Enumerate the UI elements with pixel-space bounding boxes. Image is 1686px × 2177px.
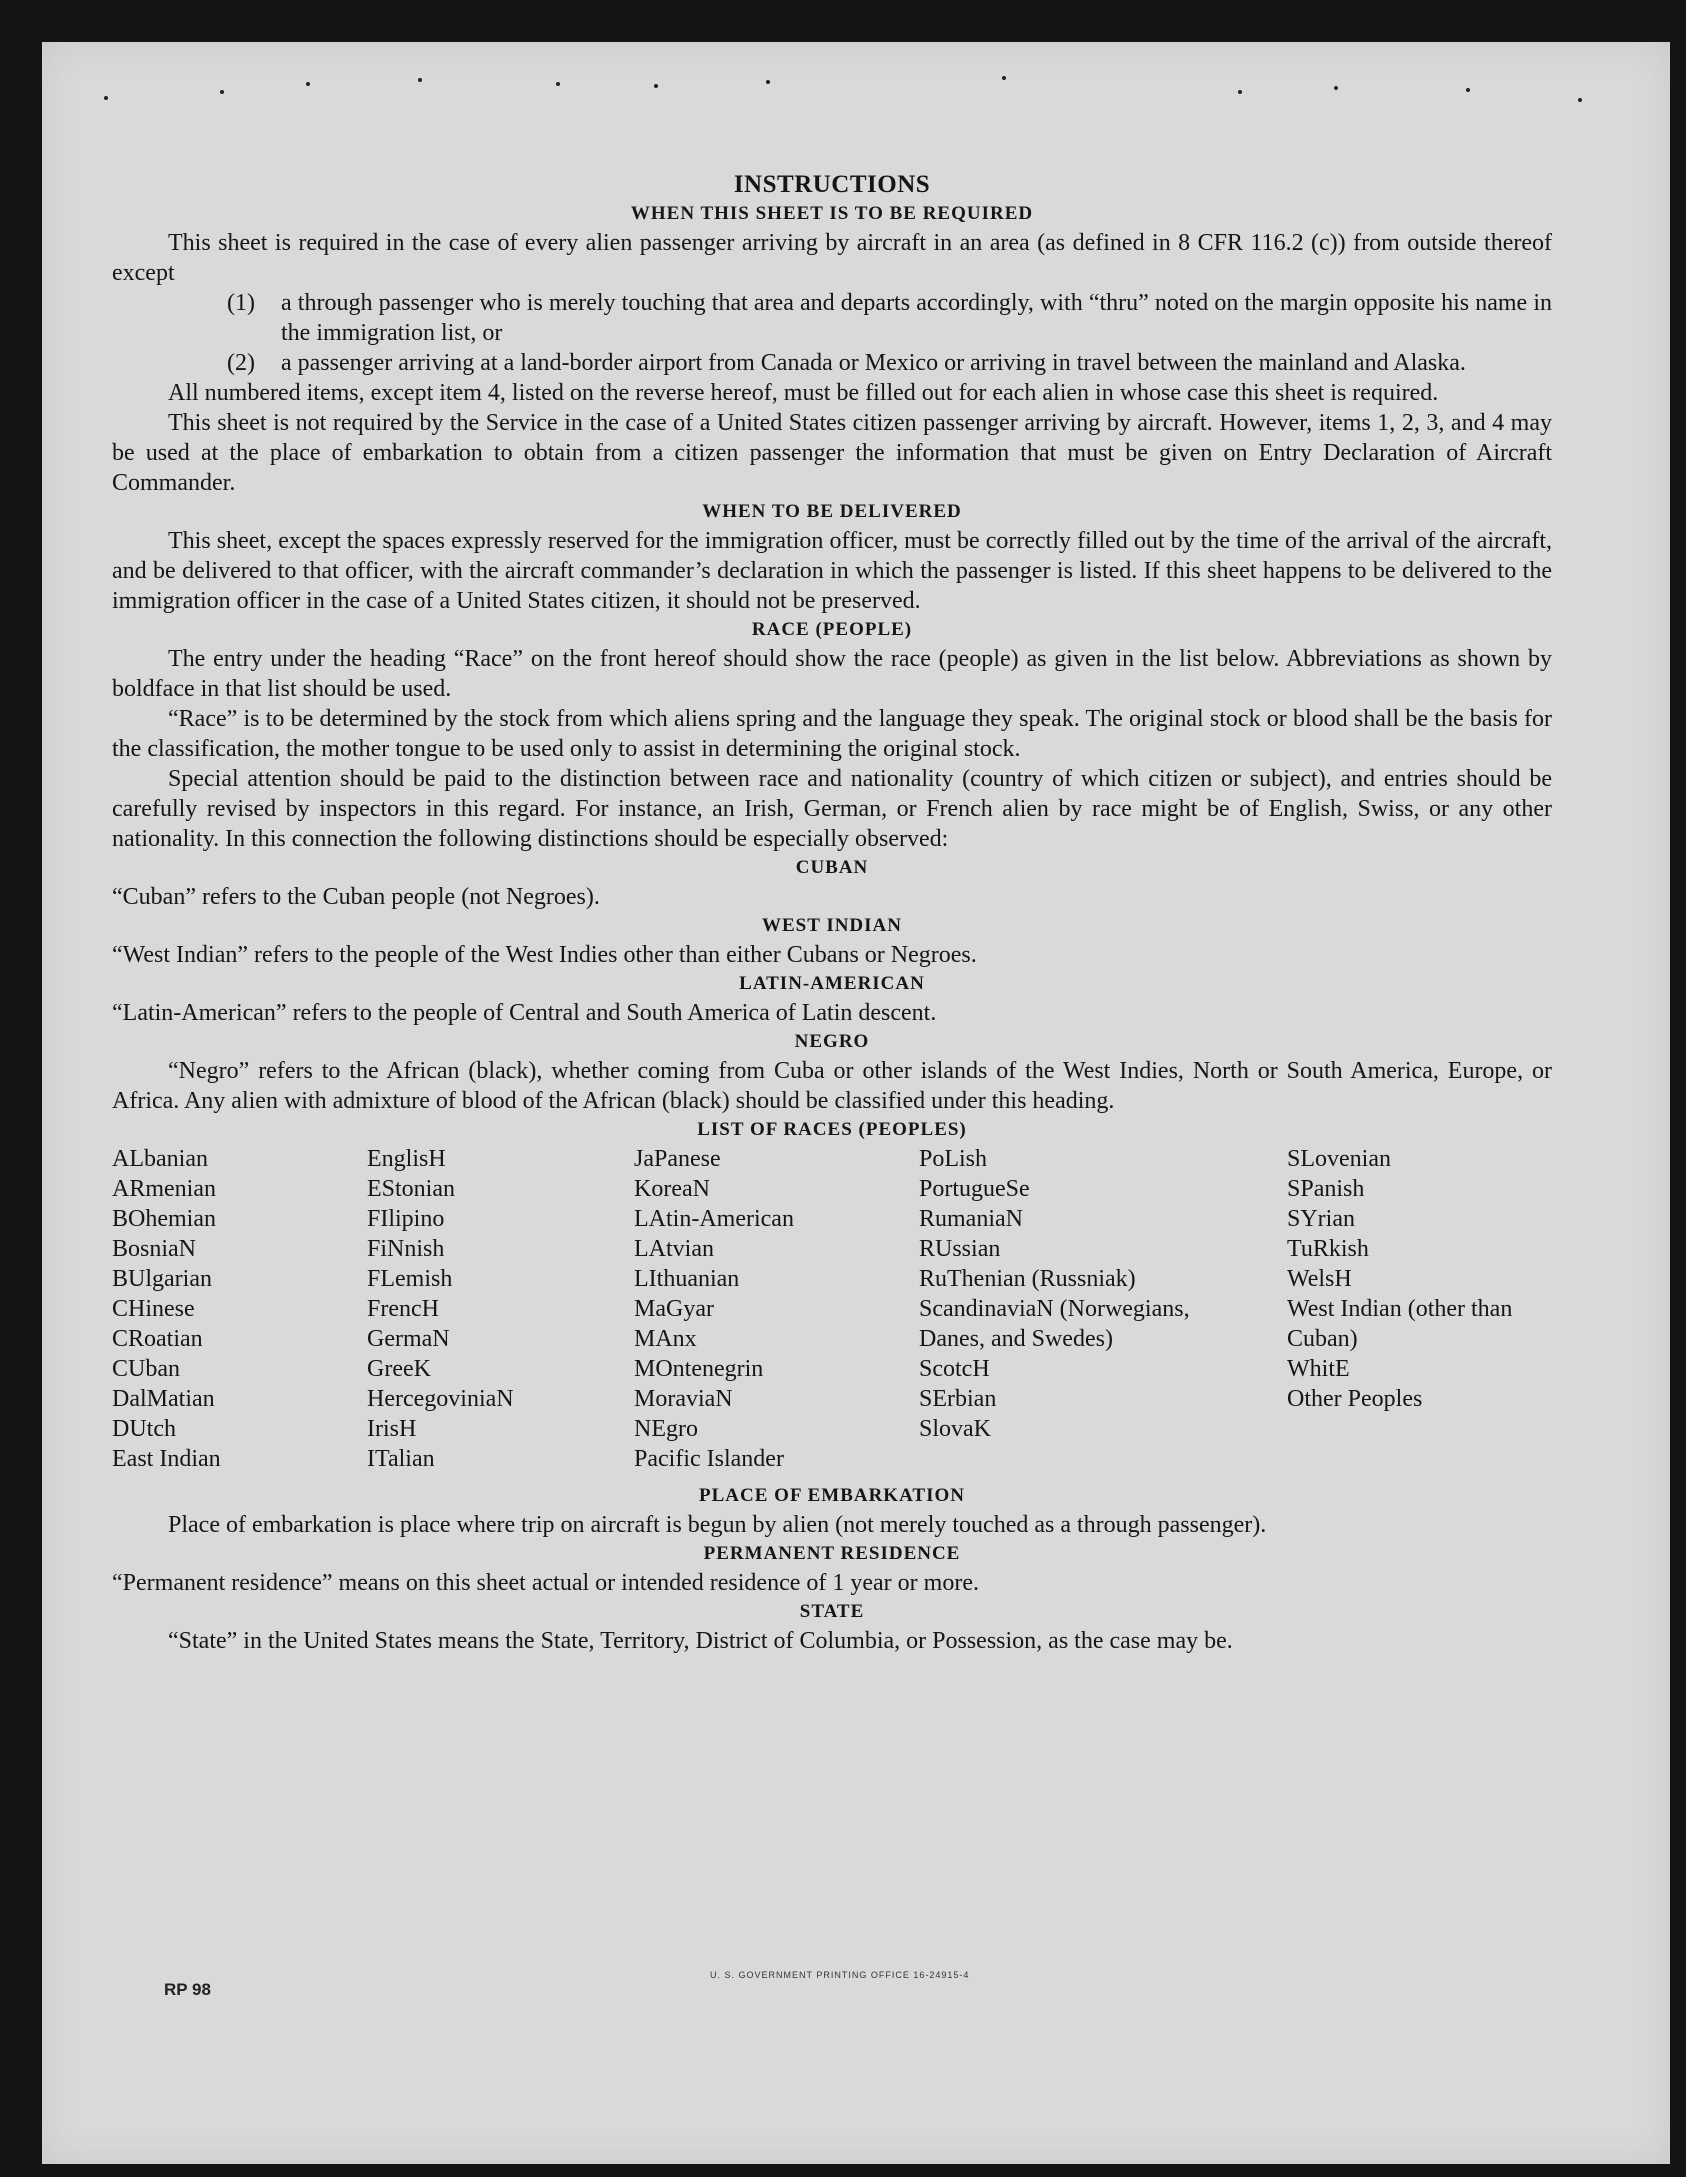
race-entry: SErbian: [919, 1386, 997, 1412]
heading-state: STATE: [799, 1601, 865, 1622]
race-entry: ALbanian: [112, 1146, 208, 1172]
race-entry: FrencH: [367, 1296, 439, 1322]
latin-american-definition: “Latin-American” refers to the people of Central and South America of Latin descent.: [112, 1000, 937, 1026]
when-required-intro: This sheet is required in the case of every alien passenger arriving by aircraft in an area (as defined in 8 CFR 116.2 (c)) from outside thereof except: [112, 230, 1552, 286]
race-entry: MaGyar: [634, 1296, 714, 1322]
heading-when-delivered: WHEN TO BE DELIVERED: [702, 501, 962, 522]
race-entry: ITalian: [367, 1446, 435, 1472]
race-entry: MAnx: [634, 1326, 697, 1352]
race-entry: West Indian (other than Cuban): [1287, 1296, 1513, 1352]
heading-negro: NEGRO: [794, 1031, 870, 1052]
heading-latin-american: LATIN-AMERICAN: [739, 973, 925, 994]
race-entry: FIlipino: [367, 1206, 445, 1232]
race-entry: WhitE: [1287, 1356, 1350, 1382]
state-definition: “State” in the United States means the State, Territory, District of Columbia, or Possession, as the case may be.: [168, 1628, 1233, 1654]
races-column-4: [919, 1144, 1287, 1474]
race-entry: LIthuanian: [634, 1266, 740, 1292]
races-column-1: [112, 1144, 367, 1474]
heading-when-required: WHEN THIS SHEET IS TO BE REQUIRED: [630, 203, 1034, 224]
printer-imprint: U. S. GOVERNMENT PRINTING OFFICE 16-24915-4: [710, 1970, 970, 1980]
race-entry: CUban: [112, 1356, 180, 1382]
race-entry: GermaN: [367, 1326, 450, 1352]
heading-embarkation: PLACE OF EMBARKATION: [699, 1485, 965, 1506]
race-entry: BosniaN: [112, 1236, 196, 1262]
residence-definition: “Permanent residence” means on this sheet actual or intended residence of 1 year or more.: [112, 1570, 979, 1596]
race-entry: KoreaN: [634, 1176, 710, 1202]
cuban-definition: “Cuban” refers to the Cuban people (not Negroes).: [112, 884, 600, 910]
exception-number: (2): [227, 350, 255, 376]
race-paragraph-1: The entry under the heading “Race” on the front hereof should show the race (people) as given in the list below. Abbreviations as shown by boldface in that list should be used.: [112, 646, 1552, 702]
race-entry: CRoatian: [112, 1326, 203, 1352]
race-entry: MoraviaN: [634, 1386, 733, 1412]
race-entry: RumaniaN: [919, 1206, 1023, 1232]
form-number: RP 98: [164, 1980, 211, 1999]
race-paragraph-3: Special attention should be paid to the distinction between race and nationality (country of which citizen or subject), and entries should be carefully revised by inspectors in this regard. For instance, an Irish, German, or French alien by race might be of English, Swiss, or any other nationality. In this connection the following distinctions should be especially observed:: [112, 766, 1552, 852]
race-entry: East Indian: [112, 1446, 221, 1472]
race-entry: BUlgarian: [112, 1266, 212, 1292]
race-entry: IrisH: [367, 1416, 417, 1442]
heading-permanent-residence: PERMANENT RESIDENCE: [703, 1543, 961, 1564]
race-entry: Pacific Islander: [634, 1446, 784, 1472]
race-entry: FLemish: [367, 1266, 453, 1292]
race-entry: TuRkish: [1287, 1236, 1369, 1262]
race-entry: SPanish: [1287, 1176, 1365, 1202]
race-entry: CHinese: [112, 1296, 195, 1322]
race-entry: HercegoviniaN: [367, 1386, 514, 1412]
race-entry: WelsH: [1287, 1266, 1352, 1292]
race-entry: PortugueSe: [919, 1176, 1030, 1202]
race-entry: ScotcH: [919, 1356, 990, 1382]
exception-text: a passenger arriving at a land-border airport from Canada or Mexico or arriving in travel between the mainland and Alaska.: [281, 350, 1466, 376]
race-entry: EnglisH: [367, 1146, 446, 1172]
races-table: [112, 1144, 1552, 1474]
instructions-body: [112, 170, 1552, 1656]
citizen-paragraph: This sheet is not required by the Service in the case of a United States citizen passenger arriving by aircraft. However, items 1, 2, 3, and 4 may be used at the place of embarkation to obtain from a citizen passenger the information that must be given on Entry Declaration of Aircraft Commander.: [112, 410, 1552, 496]
race-entry: LAtin-American: [634, 1206, 794, 1232]
races-column-3: [634, 1144, 919, 1474]
heading-west-indian: WEST INDIAN: [762, 915, 902, 936]
race-entry: Other Peoples: [1287, 1386, 1423, 1412]
race-entry: BOhemian: [112, 1206, 216, 1232]
page-title: INSTRUCTIONS: [733, 171, 931, 198]
race-entry: NEgro: [634, 1416, 698, 1442]
race-entry: GreeK: [367, 1356, 431, 1382]
race-entry: RuThenian (Russniak): [919, 1266, 1136, 1292]
exception-number: (1): [227, 290, 255, 316]
race-entry: ScandinaviaN (Norwegians, Danes, and Swedes): [919, 1296, 1190, 1352]
race-entry: DUtch: [112, 1416, 176, 1442]
negro-definition: “Negro” refers to the African (black), whether coming from Cuba or other islands of the West Indies, North or South America, Europe, or Africa. Any alien with admixture of blood of the African (black) should be classified under this heading.: [112, 1058, 1552, 1114]
exception-item: [227, 348, 1552, 378]
numbered-items-paragraph: All numbered items, except item 4, listed on the reverse hereof, must be filled out for each alien in whose case this sheet is required.: [168, 380, 1439, 406]
race-entry: LAtvian: [634, 1236, 714, 1262]
race-entry: JaPanese: [634, 1146, 721, 1172]
race-entry: SLovenian: [1287, 1146, 1391, 1172]
races-column-2: [367, 1144, 634, 1474]
west-indian-definition: “West Indian” refers to the people of the West Indies other than either Cubans or Negroes.: [112, 942, 977, 968]
race-entry: DalMatian: [112, 1386, 215, 1412]
race-entry: FiNnish: [367, 1236, 445, 1262]
race-entry: MOntenegrin: [634, 1356, 764, 1382]
document-sheet: [42, 42, 1670, 2164]
heading-race: RACE (PEOPLE): [751, 619, 913, 640]
embarkation-definition: Place of embarkation is place where trip on aircraft is begun by alien (not merely touched as a through passenger).: [168, 1512, 1267, 1538]
heading-cuban: CUBAN: [795, 857, 869, 878]
race-entry: RUssian: [919, 1236, 1001, 1262]
heading-list-of-races: LIST OF RACES (PEOPLES): [697, 1119, 967, 1140]
race-entry: EStonian: [367, 1176, 455, 1202]
exception-text: a through passenger who is merely touching that area and departs accordingly, with “thru” noted on the margin opposite his name in the immigration list, or: [281, 290, 1552, 346]
race-entry: SYrian: [1287, 1206, 1355, 1232]
race-entry: ARmenian: [112, 1176, 216, 1202]
race-entry: PoLish: [919, 1146, 988, 1172]
exception-item: [227, 288, 1552, 348]
race-paragraph-2: “Race” is to be determined by the stock from which aliens spring and the language they speak. The original stock or blood shall be the basis for the classification, the mother tongue to be used only to assist in determining the original stock.: [112, 706, 1552, 762]
race-entry: SlovaK: [919, 1416, 991, 1442]
races-column-5: [1287, 1144, 1552, 1474]
when-delivered-text: This sheet, except the spaces expressly reserved for the immigration officer, must be correctly filled out by the time of the arrival of the aircraft, and be delivered to that officer, with the aircraft commander’s declaration in which the passenger is listed. If this sheet happens to be delivered to the immigration officer in the case of a United States citizen, it should not be preserved.: [112, 528, 1552, 614]
